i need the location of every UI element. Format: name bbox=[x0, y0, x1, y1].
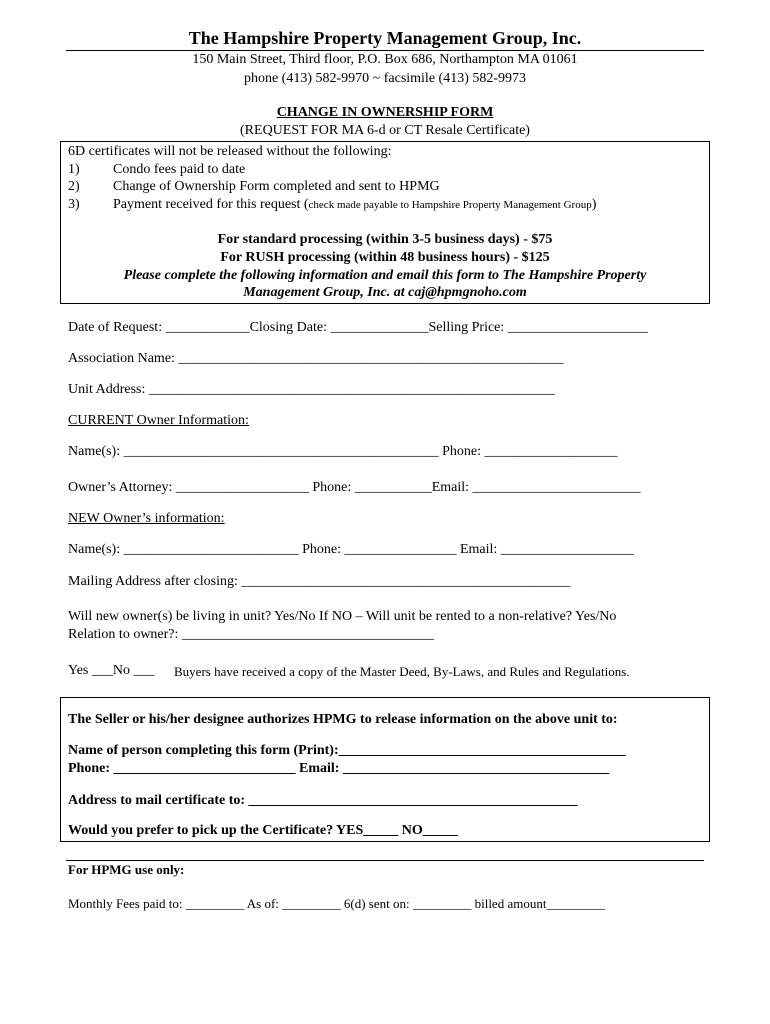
current-owner-names-field[interactable]: Name(s): _____________________________________________ Phone: ___________________ bbox=[68, 444, 618, 459]
requirement-text: Change of Ownership Form completed and sent to HPMG bbox=[113, 179, 440, 194]
office-use-fees-line[interactable]: Monthly Fees paid to: _________ As of: _________ 6(d) sent on: _________ billed amount_________ bbox=[68, 896, 605, 911]
office-use-rule bbox=[66, 860, 704, 861]
authorization-statement: The Seller or his/her designee authorizes HPMG to release information on the above unit to: bbox=[68, 712, 618, 727]
pickup-certificate-question[interactable]: Would you prefer to pick up the Certificate? YES_____ NO_____ bbox=[68, 823, 458, 838]
instructions-line-2: Management Group, Inc. at caj@hpmgnoho.com bbox=[243, 285, 527, 300]
standard-processing: For standard processing (within 3-5 business days) - $75 bbox=[217, 232, 553, 247]
association-name-field[interactable]: Association Name: _______________________________________________________ bbox=[68, 351, 564, 366]
buyers-received-yes-no[interactable]: Yes ___No ___ bbox=[68, 663, 155, 678]
phone-email-field[interactable]: Phone: __________________________ Email: ______________________________________ bbox=[68, 761, 609, 776]
current-owner-heading: CURRENT Owner Information: bbox=[68, 413, 249, 428]
requirement-number: 3) bbox=[68, 197, 80, 212]
requirement-note: check made payable to Hampshire Property Management Group bbox=[308, 199, 592, 211]
requirement-item bbox=[68, 179, 440, 195]
requirement-text: Condo fees paid to date bbox=[113, 162, 246, 177]
new-owner-heading: NEW Owner’s information: bbox=[68, 511, 225, 526]
requirements-intro: 6D certificates will not be released without the following: bbox=[68, 144, 392, 159]
unit-address-field[interactable]: Unit Address: __________________________________________________________ bbox=[68, 382, 555, 397]
living-in-unit-question[interactable]: Will new owner(s) be living in unit? Yes/No If NO – Will unit be rented to a non-relative? Yes/No bbox=[68, 609, 617, 624]
form-subtitle: (REQUEST FOR MA 6-d or CT Resale Certificate) bbox=[240, 123, 530, 138]
buyers-received-statement: Buyers have received a copy of the Master Deed, By-Laws, and Rules and Regulations. bbox=[174, 664, 630, 679]
requirement-text: Payment received for this request ( bbox=[113, 197, 309, 212]
header-rule bbox=[66, 50, 704, 51]
person-name-field[interactable]: Name of person completing this form (Print):_________________________________________ bbox=[68, 743, 626, 758]
rush-processing: For RUSH processing (within 48 business hours) - $125 bbox=[220, 250, 550, 265]
company-address: 150 Main Street, Third floor, P.O. Box 686, Northampton MA 01061 bbox=[192, 52, 578, 67]
office-use-heading: For HPMG use only: bbox=[68, 862, 185, 877]
relation-to-owner-field[interactable]: Relation to owner?: ____________________________________ bbox=[68, 627, 434, 642]
instructions-line-1: Please complete the following information and email this form to The Hampshire Property bbox=[123, 268, 647, 283]
owner-attorney-field[interactable]: Owner’s Attorney: ___________________ Phone: ___________Email: ________________________ bbox=[68, 480, 641, 495]
requirement-item bbox=[68, 162, 245, 178]
company-name: The Hampshire Property Management Group, Inc. bbox=[188, 28, 582, 48]
requirement-item bbox=[68, 197, 596, 213]
company-phone-fax: phone (413) 582-9970 ~ facsimile (413) 582-9973 bbox=[243, 71, 527, 86]
new-owner-names-field[interactable]: Name(s): _________________________ Phone: ________________ Email: ___________________ bbox=[68, 542, 634, 557]
requirement-close: ) bbox=[591, 197, 597, 212]
mail-certificate-address-field[interactable]: Address to mail certificate to: _______________________________________________ bbox=[68, 793, 578, 808]
requirement-number: 1) bbox=[68, 162, 80, 177]
requirement-number: 2) bbox=[68, 179, 80, 194]
date-closing-price-line[interactable]: Date of Request: ____________Closing Date: ______________Selling Price: ____________________ bbox=[68, 320, 648, 335]
form-title: CHANGE IN OWNERSHIP FORM bbox=[276, 105, 494, 120]
mailing-address-field[interactable]: Mailing Address after closing: _______________________________________________ bbox=[68, 574, 571, 589]
